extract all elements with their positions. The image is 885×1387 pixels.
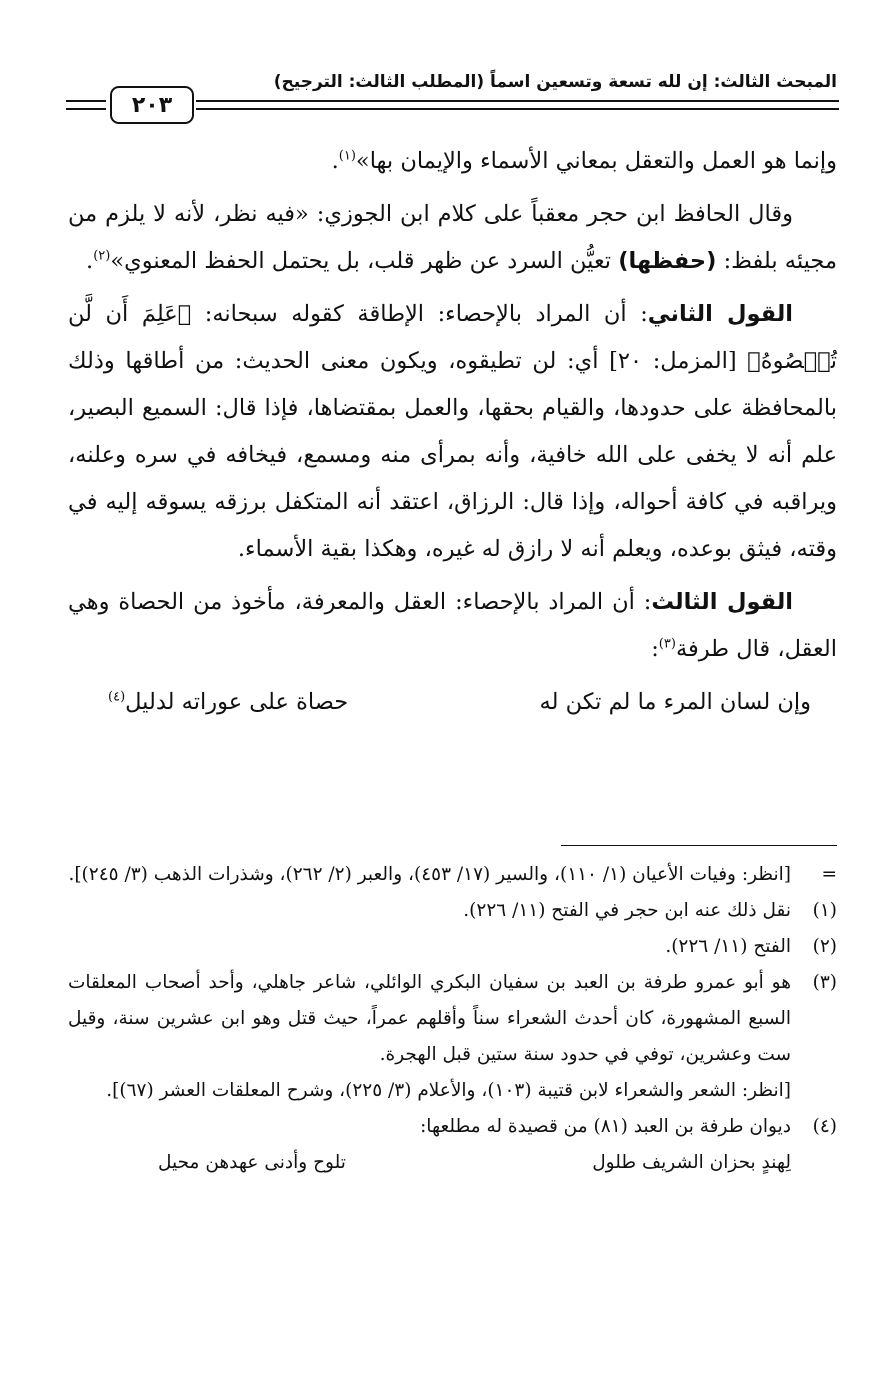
footnote-continuation (68, 857, 837, 893)
second-opinion-label: القول الثاني (647, 301, 793, 327)
paragraph-2-text-a: وقال الحافظ ابن حجر معقباً على كلام ابن الجوزي: «فيه نظر، لأنه لا يلزم من مجيئه بلفظ: (68, 201, 837, 274)
paragraph-2 (68, 191, 837, 285)
paragraph-1 (68, 138, 837, 185)
paragraph-4-text: : أن المراد بالإحصاء: العقل والمعرفة، مأخوذ من الحصاة وهي العقل، قال طرفة (68, 589, 837, 662)
footnote-1-text: نقل ذلك عنه ابن حجر في الفتح (١١/ ٢٢٦). (463, 900, 791, 921)
paragraph-3 (68, 291, 837, 573)
footnote-continuation-text: [انظر: وفيات الأعيان (١/ ١١٠)، والسير (١٧/ ٤٥٣)، والعبر (٢/ ٢٦٢)، وشذرات الذهب (٣/ ٢٤٥)]. (68, 864, 791, 885)
footnote-4-verse-first: لِهندٍ بحزان الشريف طلول (592, 1152, 791, 1173)
footnote-4-mark: (٤) (812, 1116, 837, 1137)
footnote-4-verse (68, 1145, 837, 1181)
footnote-ref-3: (٣) (658, 636, 676, 652)
main-text (68, 138, 837, 726)
footnote-4-verse-second: تلوح وأدنى عهدهن محيل (158, 1152, 346, 1173)
paragraph-4-end: : (651, 636, 659, 662)
footnote-4 (68, 1109, 837, 1145)
paragraph-1-text: وإنما هو العمل والتعقل بمعاني الأسماء والإيمان بها» (355, 148, 837, 174)
footnote-1 (68, 893, 837, 929)
paragraph-3-text: : أن المراد بالإحصاء: الإطاقة كقوله سبحانه: ﴿عَلِمَ أَن لَّن تُحۡصُوهُ﴾ [المزمل: ٢٠] أي: لن تطيقوه، ويكون معنى الحديث: من أطاقها وذلك بالمحافظة على حدودها، والقيام بحقها، والعمل بمقتضاها، فإذا قال: السميع البصير، علم أنه لا يخفى على الله خافية، وأنه بمرأى منه ومسمع، فيخافه في سره وعلنه، ويراقبه في كافة أحواله، وإذا قال: الرزاق، اعتقد أنه المتكفل برزقه يسوقه إليه في وقته، فيثق بوعده، ويعلم أنه لا رازق له غيره، وهكذا بقية الأسماء. (68, 301, 838, 562)
paragraph-2-end: . (86, 248, 94, 274)
running-title: المبحث الثالث: إن لله تسعة وتسعين اسماً (المطلب الثالث: الترجيح) (273, 72, 837, 92)
footnote-2-mark: (٢) (812, 936, 837, 957)
footnote-continuation-mark: = (821, 864, 837, 885)
footnote-3-mark: (٣) (812, 972, 837, 993)
footnote-ref-1: (١) (338, 148, 356, 164)
footnote-separator (561, 845, 837, 846)
footnote-1-mark: (١) (812, 900, 837, 921)
term-hifzuha: (حفظها) (618, 248, 717, 274)
footnote-3-text: هو أبو عمرو طرفة بن العبد بن سفيان البكري الوائلي، شاعر جاهلي، وأحد أصحاب المعلقات السبع المشهورة، كان أحدث الشعراء سناً وأقلهم عمراً، حيث قتل وهو ابن عشرين سنة، وقيل ست وعشرين، توفي في حدود سنة ستين قبل الهجرة. (68, 972, 791, 1065)
verse-first-hemistich: وإن لسان المرء ما لم تكن له (539, 689, 811, 715)
third-opinion-label: القول الثالث (651, 589, 793, 615)
paragraph-4 (68, 579, 837, 673)
page-number: ٢٠٣ (110, 86, 194, 124)
footnotes (68, 857, 837, 1181)
poem-verse (68, 679, 837, 726)
header-rule-left (66, 100, 106, 110)
footnote-ref-2: (٢) (93, 248, 111, 264)
footnote-2 (68, 929, 837, 965)
paragraph-1-end: . (331, 148, 339, 174)
header-rule-right (196, 100, 839, 110)
verse-second-hemistich-wrap (108, 679, 348, 726)
footnote-3 (68, 965, 837, 1073)
paragraph-2-text-b: تعيُّن السرد عن ظهر قلب، بل يحتمل الحفظ المعنوي» (110, 248, 619, 274)
footnote-2-text: الفتح (١١/ ٢٢٦). (665, 936, 791, 957)
footnote-ref-4: (٤) (108, 689, 126, 705)
verse-second-hemistich: حصاة على عوراته لدليل (125, 689, 349, 715)
footnote-4-text: ديوان طرفة بن العبد (٨١) من قصيدة له مطلعها: (420, 1116, 791, 1137)
footnote-3-sources: [انظر: الشعر والشعراء لابن قتيبة (١٠٣)، والأعلام (٣/ ٢٢٥)، وشرح المعلقات العشر (٦٧)]. (106, 1080, 791, 1101)
